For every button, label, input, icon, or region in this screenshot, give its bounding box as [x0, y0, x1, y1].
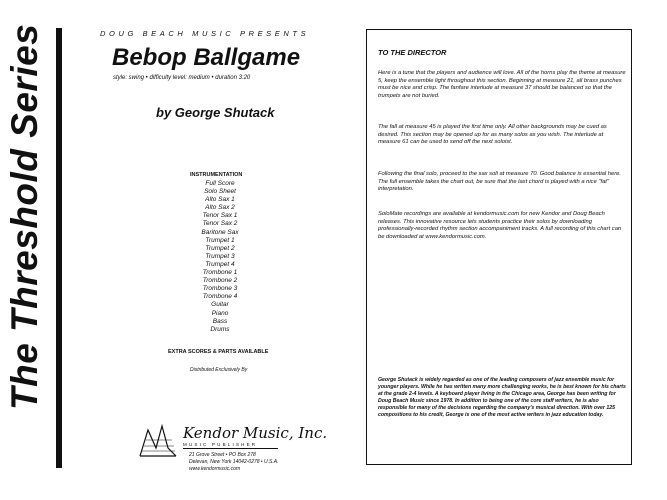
instrument-item: Trumpet 2 — [205, 244, 235, 252]
publisher-name: Kendor Music, Inc. — [183, 424, 328, 442]
address-line-1: 21 Grove Street • PO Box 278 — [189, 452, 256, 458]
director-heading: TO THE DIRECTOR — [378, 48, 447, 57]
instrumentation-list — [160, 180, 280, 334]
instrument-item: Tenor Sax 1 — [202, 212, 238, 220]
series-divider-bar — [56, 28, 62, 468]
publisher-subtitle: MUSIC PUBLISHER — [183, 442, 258, 447]
series-title: The Threshold Series — [4, 23, 45, 410]
kendor-logo-icon — [138, 420, 178, 460]
instrument-item: Piano — [211, 309, 229, 317]
instrument-item: Guitar — [211, 301, 229, 309]
instrument-item: Drums — [210, 325, 230, 333]
piece-title: Bebop Ballgame — [112, 44, 301, 71]
instrument-item: Trombone 1 — [202, 269, 238, 277]
director-paragraph: The fall at measure 45 is played the first time only. All other backgrounds may be cued as desired. This section may be opened up for as many solos as you wish. The interlude at measure 61 can be used to send off the next soloist. — [378, 124, 607, 146]
style-difficulty-duration: style: swing • difficulty level: medium • duration 3:20 — [113, 75, 251, 81]
address-line-2: Delevan, New York 14042-0278 • U.S.A. — [189, 459, 279, 465]
instrument-item: Trumpet 3 — [205, 252, 235, 260]
instrument-item: Solo Sheet — [204, 188, 236, 196]
instrument-item: Baritone Sax — [201, 228, 239, 236]
instrumentation-heading: INSTRUMENTATION — [190, 172, 243, 178]
publisher-presents: DOUG BEACH MUSIC PRESENTS — [100, 29, 310, 38]
instrument-item: Trumpet 4 — [205, 260, 235, 268]
director-paragraph: Here is a tune that the players and audience will love. All of the horns play the theme at measure 5, keep the ensemble light throughout this section. Beginning at measure 21, all brass punches must be nice and crisp. The fanfare interlude at measure 37 should be balanced so that the trumpets are not buried. — [378, 70, 626, 99]
director-paragraph: SoloMate recordings are available at kendormusic.com for new Kendor and Doug Beach releases. This innovative resource lets students practice their solos by downloading professionally-recorded rhythm section accompaniment tracks. A full recording of this chart can be downloaded at www.kendormusic.com. — [378, 211, 622, 240]
instrument-item: Alto Sax 2 — [205, 204, 235, 212]
publisher-address — [189, 452, 279, 473]
author-byline: by George Shutack — [156, 105, 275, 120]
instrument-item: Bass — [212, 317, 228, 325]
instrument-item: Trumpet 1 — [205, 236, 235, 244]
instrument-item: Trombone 4 — [202, 293, 238, 301]
director-paragraph: Following the final solo, proceed to the sax soli at measure 70. Good balance is essential here. The full ensemble takes the chart out, be sure that the last chord is played with a nice "fat" interpretation. — [378, 171, 621, 193]
publisher-divider — [183, 448, 278, 449]
instrument-item: Alto Sax 1 — [205, 196, 235, 204]
instrument-item: Tenor Sax 2 — [202, 220, 238, 228]
instrument-item: Trombone 3 — [202, 285, 238, 293]
publisher-website: www.kendormusic.com — [189, 466, 241, 472]
instrument-item: Trombone 2 — [202, 277, 238, 285]
instrument-item: Full Score — [205, 180, 235, 187]
extra-scores-note: EXTRA SCORES & PARTS AVAILABLE — [168, 349, 269, 355]
distributed-by: Distributed Exclusively By — [190, 367, 248, 373]
composer-bio: George Shutack is widely regarded as one of the leading composers of jazz ensemble music for younger players. While he has written many more challenging works, he is best known for his charts at the grade 2-4 levels. A keyboard player living in the Chicago area, George has been writing for Doug Beach Music since 1978. In addition to being one of the core staff writers, he is also responsible for many of the decisions regarding the company's musical direction. With over 125 compositions to his credit, George is one of the most active writers in jazz education today. — [378, 377, 626, 418]
